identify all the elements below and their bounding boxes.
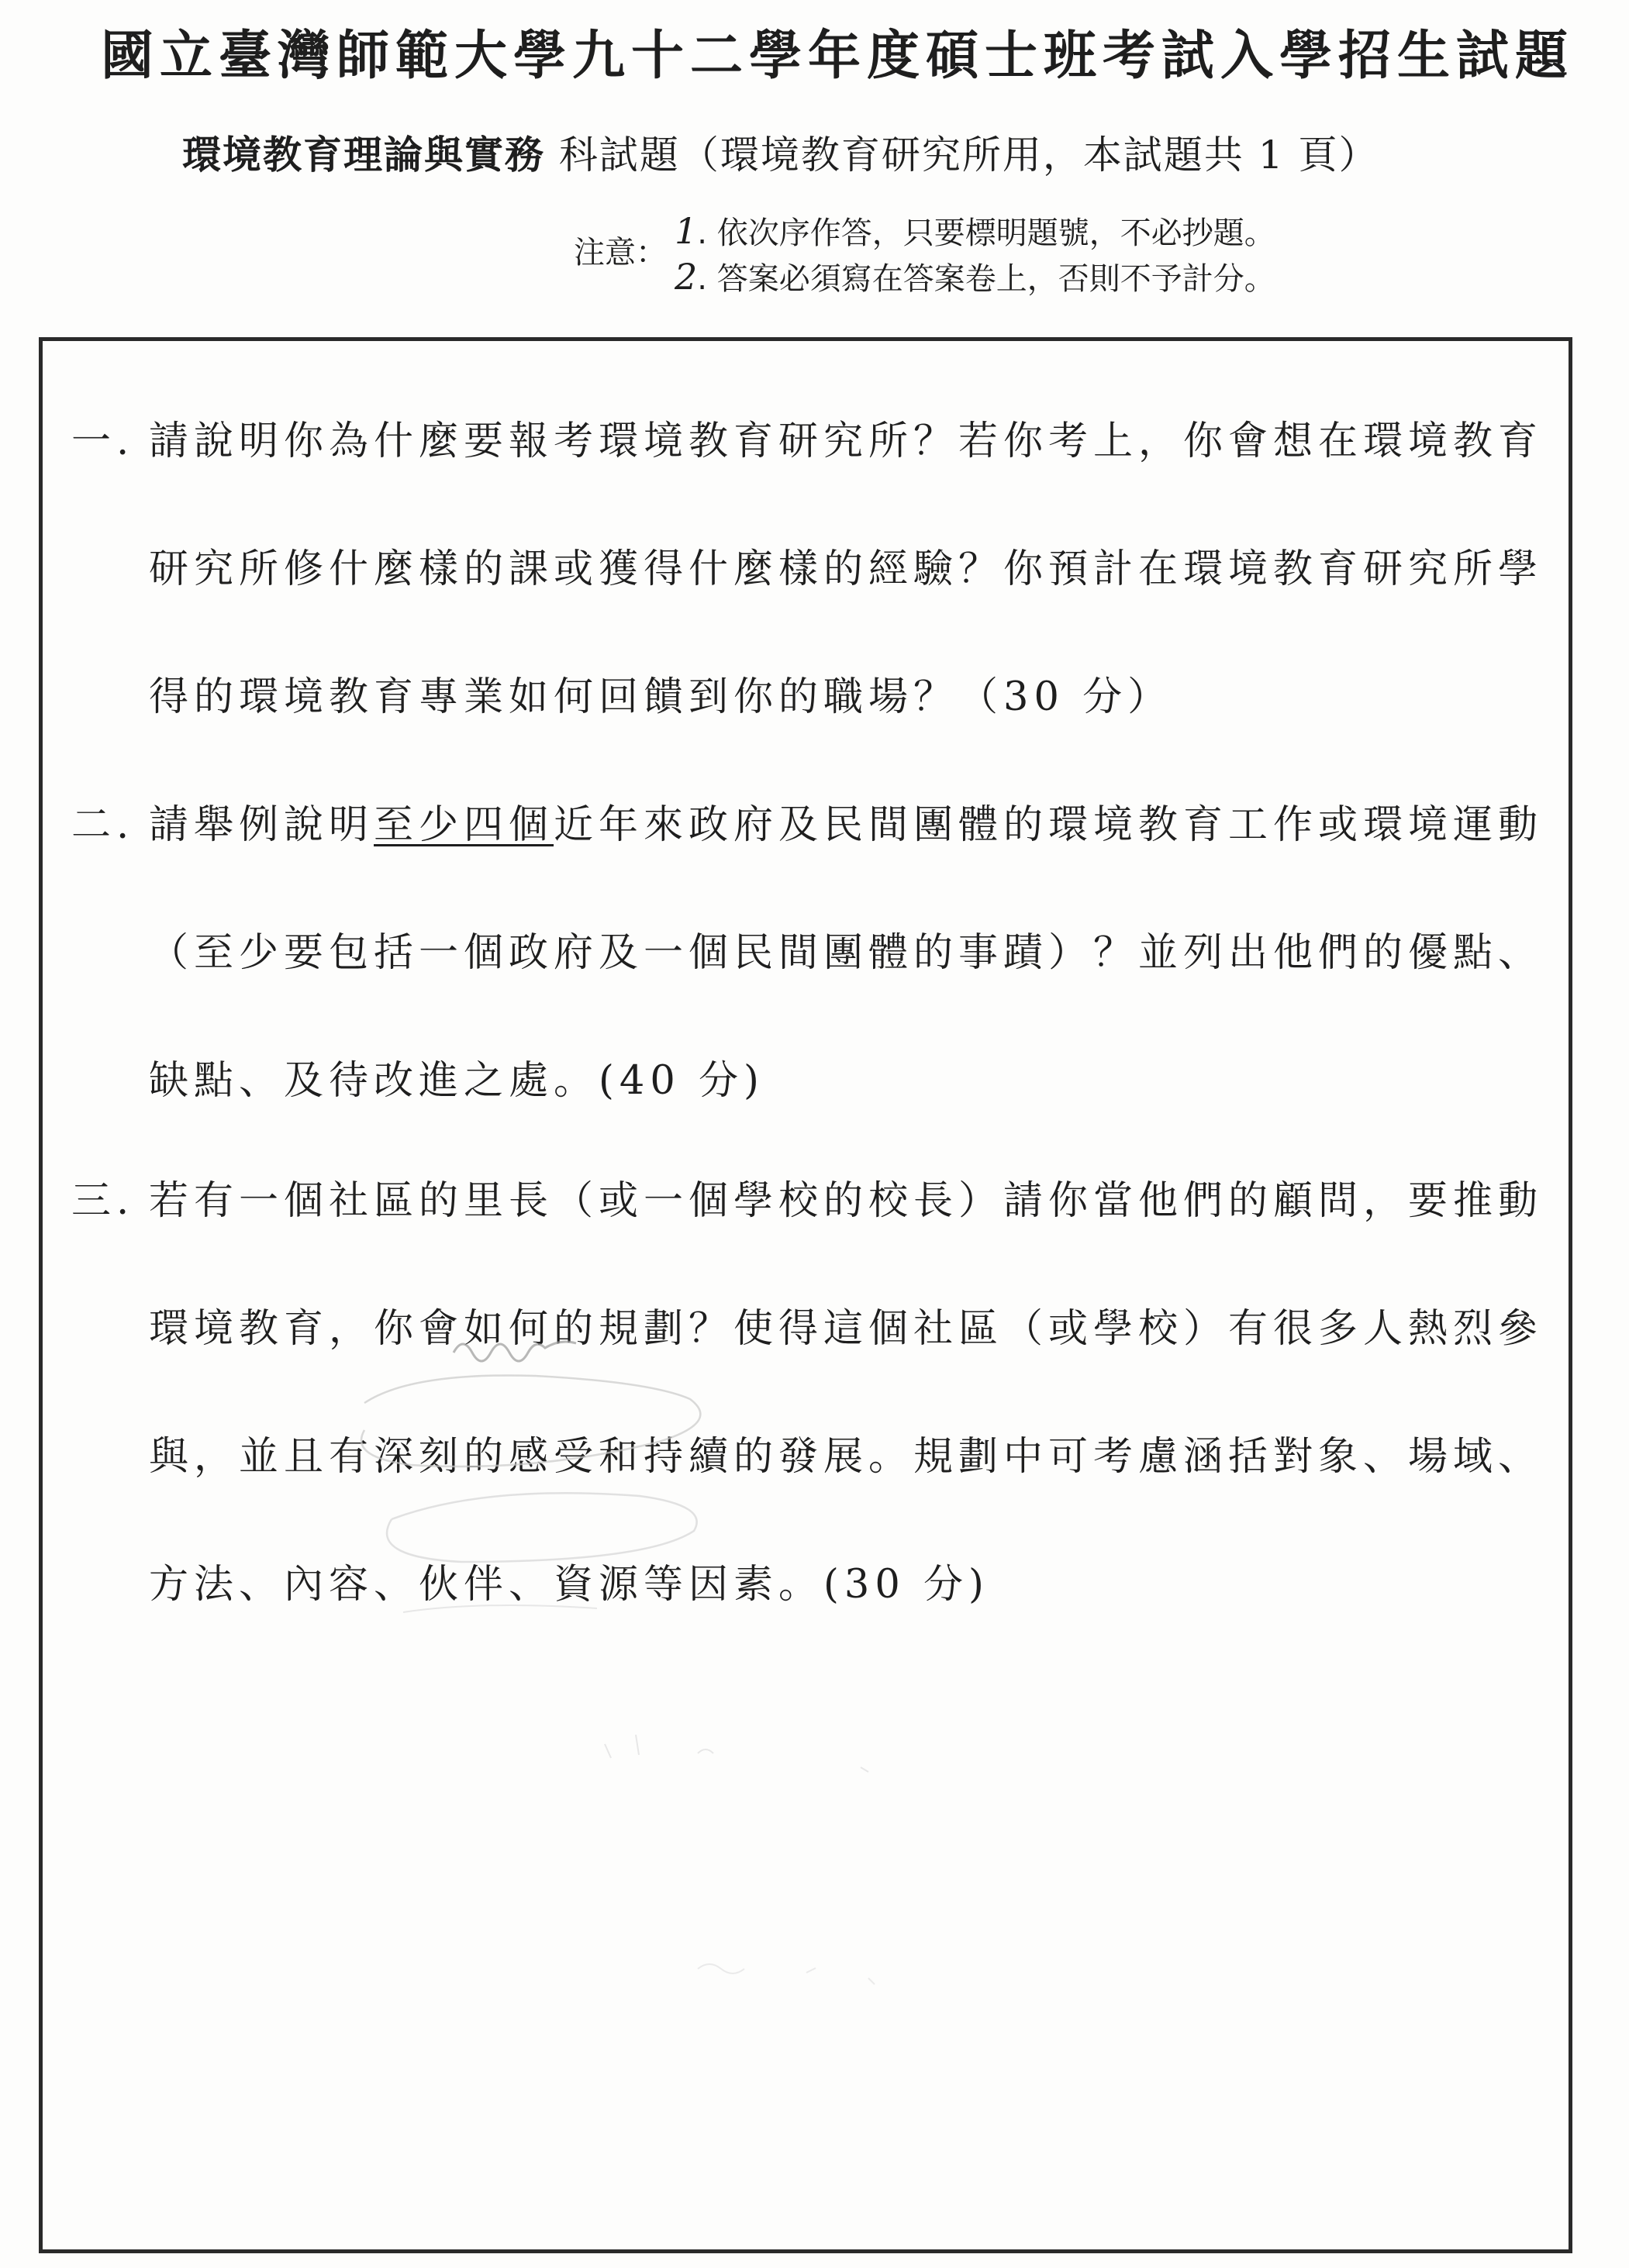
subject-line — [182, 124, 1562, 186]
question-line: （至少要包括一個政府及一個民間團體的事蹟）？並列出他們的優點、 — [149, 930, 1544, 976]
question-line: 環境教育，你會如何的規劃？使得這個社區（或學校）有很多人熱烈參 — [149, 1306, 1544, 1352]
exam-title: 國立臺灣師範大學九十二學年度碩士班考試入學招生試題 — [101, 25, 1575, 87]
question-line — [149, 788, 1543, 863]
notice-label: 注意： — [574, 235, 667, 271]
notice-items — [675, 209, 1275, 301]
underlined-emphasis: 至少四個 — [374, 802, 554, 848]
notice-item — [675, 255, 1275, 301]
question-line: 缺點、及待改進之處。(40 分) — [149, 1058, 764, 1104]
notice-item-text: . 依次序作答，只要標明題號，不必抄題。 — [697, 215, 1275, 251]
question-line: 研究所修什麼樣的課或獲得什麼樣的經驗？你預計在環境教育研究所學 — [149, 546, 1544, 592]
question-line: 方法、內容、伙伴、資源等因素。(30 分) — [149, 1562, 989, 1608]
question-number: 三. — [71, 1178, 135, 1224]
subject-name: 環境教育理論與實務 — [182, 132, 545, 178]
question-text: 近年來政府及民間團體的環境教育工作或環境運動 — [554, 802, 1544, 848]
question-line: 請說明你為什麼要報考環境教育研究所？若你考上，你會想在環境教育 — [149, 419, 1544, 464]
question-number: 二. — [71, 802, 135, 848]
question-line: 與，並且有深刻的感受和持續的發展。規劃中可考慮涵括對象、場域、 — [149, 1434, 1544, 1480]
question-text: 請舉例說明 — [149, 802, 374, 848]
question-line: 得的環境教育專業如何回饋到你的職場？（30 分） — [149, 674, 1173, 720]
notice-item-number: 1 — [675, 210, 698, 252]
question-number: 一. — [71, 419, 135, 464]
question-line: 若有一個社區的里長（或一個學校的校長）請你當他們的顧問，要推動 — [149, 1178, 1544, 1224]
notice-item-text: . 答案必須寫在答案卷上，否則不予計分。 — [697, 261, 1275, 297]
subject-suffix: 科試題（環境教育研究所用，本試題共 1 頁） — [545, 133, 1379, 178]
notice-item-number: 2 — [675, 256, 698, 298]
notice-item — [675, 209, 1275, 255]
